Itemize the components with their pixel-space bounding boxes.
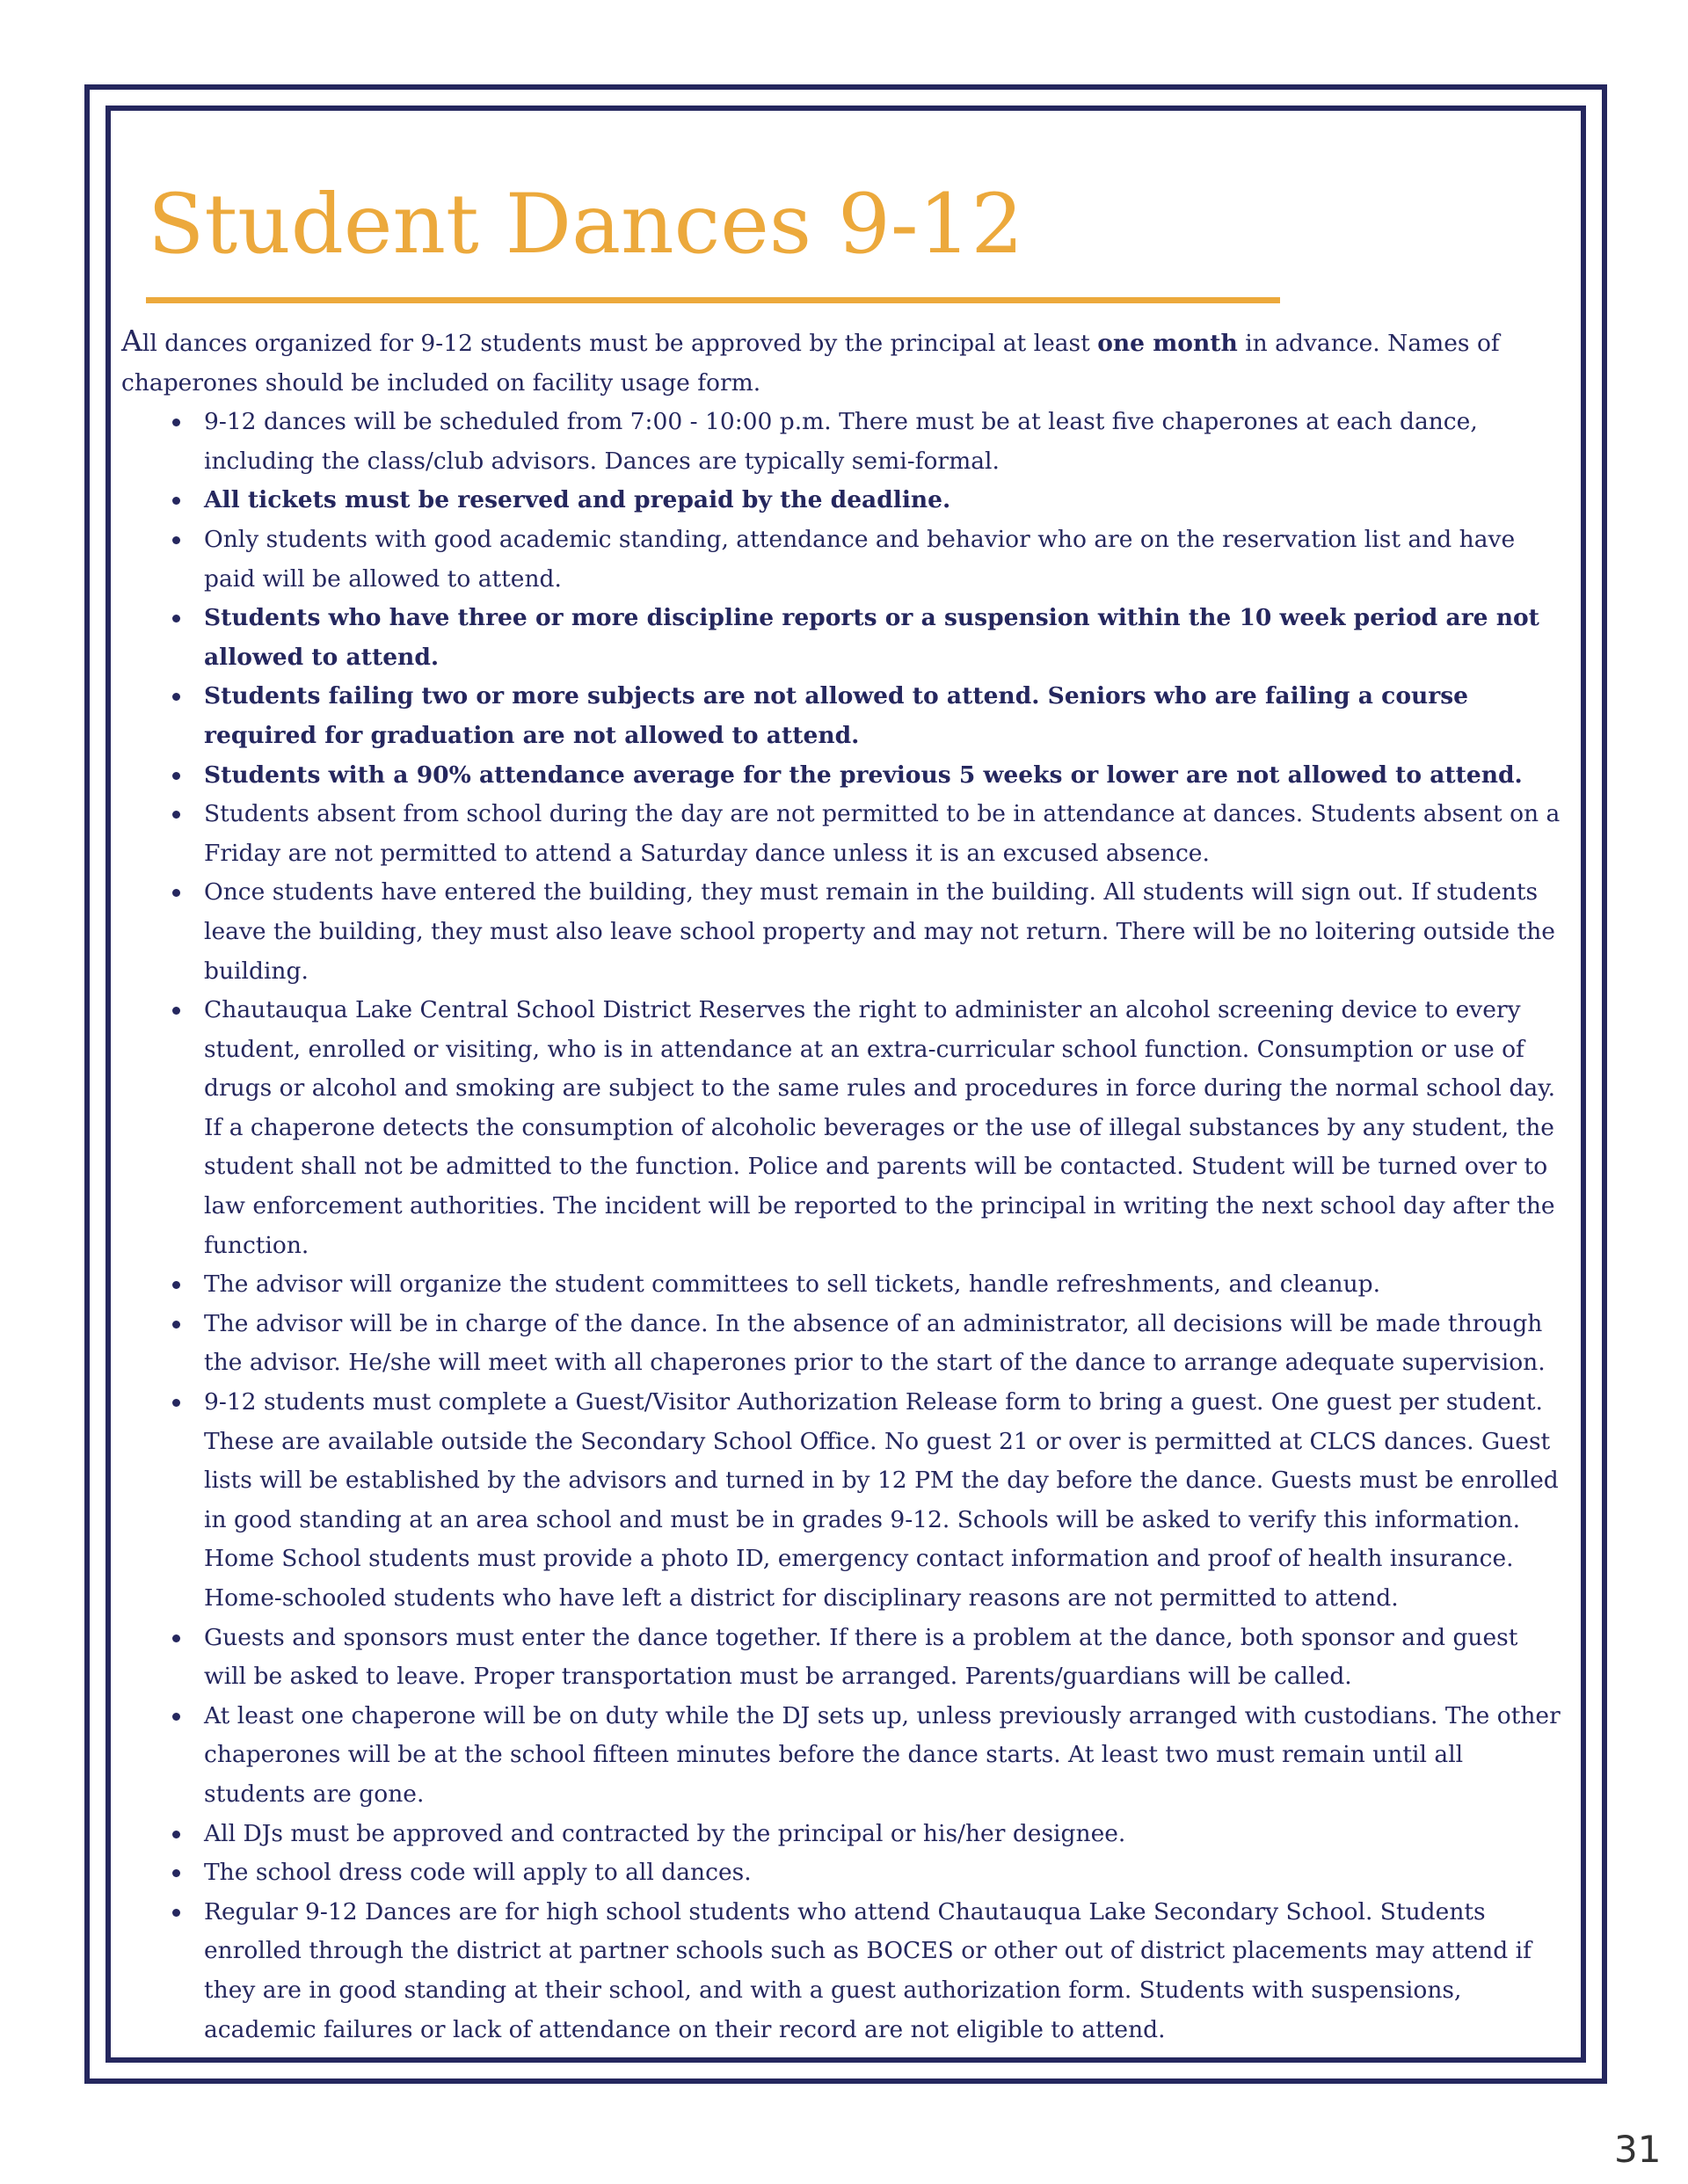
rules-list [121, 403, 1563, 2049]
intro-emphasis: one month [1097, 330, 1238, 357]
page-number: 31 [1614, 2128, 1662, 2171]
rule-item-7: Students absent from school during the day are not permitted to be in attendance at dances. Students absent on a Friday are not permitted to attend a Saturday dance unless it is an excused absence. [204, 795, 1563, 873]
rule-item-2: All tickets must be reserved and prepaid by the deadline. [204, 481, 1563, 521]
rule-item-3: Only students with good academic standing, attendance and behavior who are on the reservation list and have paid will be allowed to attend. [204, 521, 1563, 599]
rule-item-15: All DJs must be approved and contracted by the principal or his/her designee. [204, 1815, 1563, 1854]
rule-item-4: Students who have three or more discipline reports or a suspension within the 10 week period are not allowed to attend. [204, 599, 1563, 677]
rule-item-10: The advisor will organize the student committees to sell tickets, handle refreshments, and cleanup. [204, 1265, 1563, 1305]
rule-item-1: 9-12 dances will be scheduled from 7:00 - 10:00 p.m. There must be at least five chaperones at each dance, including the class/club advisors. Dances are typically semi-formal. [204, 403, 1563, 481]
rule-item-8: Once students have entered the building, they must remain in the building. All students will sign out. If students leave the building, they must also leave school property and may not return. There will be no loitering outside the building. [204, 873, 1563, 991]
rule-item-13: Guests and sponsors must enter the dance together. If there is a problem at the dance, both sponsor and guest will be asked to leave. Proper transportation must be arranged. Parents/guardians will be called. [204, 1619, 1563, 1697]
title-underline [146, 297, 1280, 303]
rule-item-11: The advisor will be in charge of the dance. In the absence of an administrator, all decisions will be made through the advisor. He/she will meet with all chaperones prior to the start of the dance to arrange adequate supervision. [204, 1305, 1563, 1383]
intro-initial-letter: A [121, 324, 142, 358]
rule-item-16: The school dress code will apply to all dances. [204, 1853, 1563, 1893]
document-body [121, 322, 1563, 2049]
rule-item-17: Regular 9-12 Dances are for high school students who attend Chautauqua Lake Secondary School. Students enrolled through the district at partner schools such as BOCES or other out of district placements may attend if they are in good standing at their school, and with a guest authorization form. Students with suspensions, academic failures or lack of attendance on their record are not eligible to attend. [204, 1893, 1563, 2049]
intro-text-part2: in advance. Names of chaperones should be included on facility usage form. [121, 330, 1500, 397]
intro-text-part1: ll dances organized for 9-12 students must be approved by the principal at least [142, 330, 1098, 357]
rule-item-9: Chautauqua Lake Central School District Reserves the right to administer an alcohol screening device to every student, enrolled or visiting, who is in attendance at an extra-curricular school function. Consumption or use of drugs or alcohol and smoking are subject to the same rules and procedures in force during the normal school day. If a chaperone detects the consumption of alcoholic beverages or the use of illegal substances by any student, the student shall not be admitted to the function. Police and parents will be contacted. Student will be turned over to law enforcement authorities. The incident will be reported to the principal in writing the next school day after the function. [204, 991, 1563, 1265]
rule-item-6: Students with a 90% attendance average for the previous 5 weeks or lower are not allowed to attend. [204, 756, 1563, 796]
page-title: Student Dances 9-12 [148, 177, 1024, 273]
rule-item-12: 9-12 students must complete a Guest/Visitor Authorization Release form to bring a guest. One guest per student. These are available outside the Secondary School Office. No guest 21 or over is permitted at CLCS dances. Guest lists will be established by the advisors and turned in by 12 PM the day before the dance. Guests must be enrolled in good standing at an area school and must be in grades 9-12. Schools will be asked to verify this information. Home School students must provide a photo ID, emergency contact information and proof of health insurance. Home-schooled students who have left a district for disciplinary reasons are not permitted to attend. [204, 1383, 1563, 1619]
intro-paragraph [121, 322, 1563, 403]
rule-item-14: At least one chaperone will be on duty while the DJ sets up, unless previously arranged with custodians. The other chaperones will be at the school fifteen minutes before the dance starts. At least two must remain until all students are gone. [204, 1697, 1563, 1815]
rule-item-5: Students failing two or more subjects are not allowed to attend. Seniors who are failing a course required for graduation are not allowed to attend. [204, 677, 1563, 755]
